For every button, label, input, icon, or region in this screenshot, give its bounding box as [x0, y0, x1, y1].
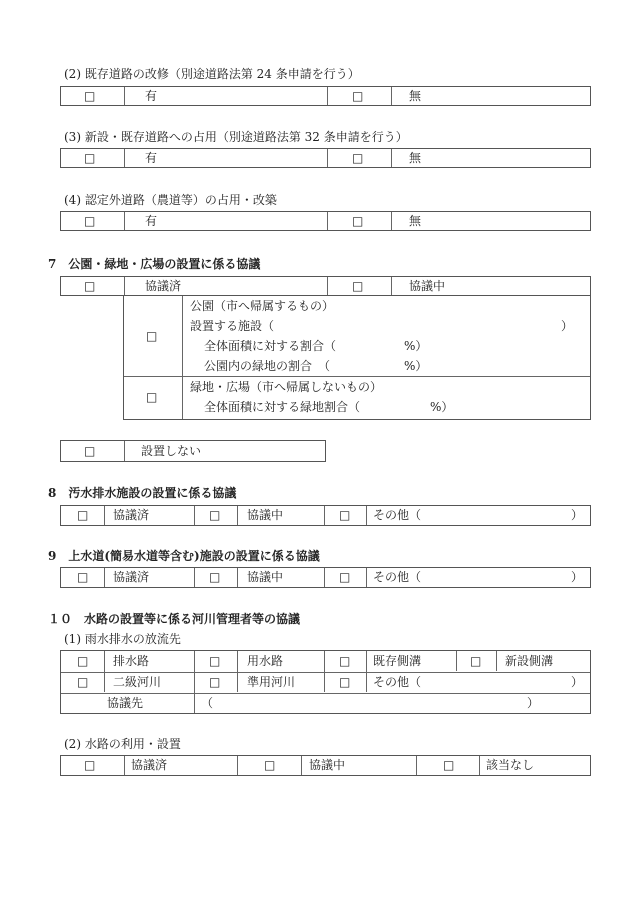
section-8-heading: 8 汚水排水施設の設置に係る協議 — [48, 486, 237, 500]
s9-other-close: ） — [571, 570, 584, 584]
partner-close: ） — [527, 696, 540, 710]
checkbox-waterway-1[interactable]: □ — [84, 758, 96, 772]
checkbox-waterway-3[interactable]: □ — [443, 758, 455, 772]
section-2-heading: (2) 既存道路の改修（別途道路法第 24 条申請を行う） — [64, 67, 360, 81]
checkbox-irrigation[interactable]: □ — [209, 654, 221, 668]
checkbox-s3-2[interactable]: □ — [352, 151, 364, 165]
outflow-existing-gutter: 既存側溝 — [373, 654, 422, 668]
checkbox-s4-2[interactable]: □ — [352, 214, 364, 228]
checkbox-drain[interactable]: □ — [77, 654, 89, 668]
checkbox-quasi-river[interactable]: □ — [209, 675, 221, 689]
checkbox-park[interactable]: □ — [146, 329, 158, 343]
s9-option-other: その他（ — [373, 570, 422, 584]
checkbox-s7-none[interactable]: □ — [84, 444, 96, 458]
park-ratio-unit: %） — [404, 339, 428, 353]
outflow-drain: 排水路 — [113, 654, 150, 668]
s2-option-yes: 有 — [145, 89, 158, 103]
s2-option-no: 無 — [409, 89, 422, 103]
s9-option-done: 協議済 — [113, 570, 150, 584]
s4-option-no: 無 — [409, 214, 422, 228]
s4-option-yes: 有 — [145, 214, 158, 228]
waterway-done: 協議済 — [131, 758, 168, 772]
checkbox-green[interactable]: □ — [146, 390, 158, 404]
s8-option-inprogress: 協議中 — [247, 508, 284, 522]
section-7-none-table — [60, 440, 326, 462]
checkbox-s9-3[interactable]: □ — [339, 570, 351, 584]
checkbox-waterway-2[interactable]: □ — [264, 758, 276, 772]
checkbox-s3-1[interactable]: □ — [84, 151, 96, 165]
checkbox-s2-1[interactable]: □ — [84, 89, 96, 103]
section-10-waterway-table — [60, 755, 591, 776]
section-8-table — [60, 505, 591, 526]
section-4-heading: (4) 認定外道路（農道等）の占用・改築 — [64, 193, 277, 207]
checkbox-s8-3[interactable]: □ — [339, 508, 351, 522]
section-7-detail-table — [123, 296, 591, 420]
section-3-table — [60, 148, 591, 168]
park-green-label: 公園内の緑地の割合 （ — [204, 359, 331, 373]
park-ratio-label: 全体面積に対する割合（ — [204, 339, 337, 353]
s3-option-no: 無 — [409, 151, 422, 165]
section-7-heading: 7 公園・緑地・広場の設置に係る協議 — [48, 257, 261, 271]
section-10-sub1: (1) 雨水排水の放流先 — [64, 632, 181, 646]
outflow-new-gutter: 新設側溝 — [505, 654, 554, 668]
s7-option-inprogress: 協議中 — [409, 279, 446, 293]
green-ratio-label: 全体面積に対する緑地割合（ — [204, 400, 361, 414]
waterway-na: 該当なし — [486, 758, 535, 772]
section-2-table — [60, 86, 591, 106]
park-title: 公園（市へ帰属するもの） — [190, 299, 335, 313]
s9-option-inprogress: 協議中 — [247, 570, 284, 584]
checkbox-s7-1[interactable]: □ — [84, 279, 96, 293]
section-10-sub2: (2) 水路の利用・設置 — [64, 737, 181, 751]
checkbox-new-gutter[interactable]: □ — [470, 654, 482, 668]
s8-other-close: ） — [571, 508, 584, 522]
checkbox-existing-gutter[interactable]: □ — [339, 654, 351, 668]
waterway-inprogress: 協議中 — [309, 758, 346, 772]
s8-option-other: その他（ — [373, 508, 422, 522]
outflow-other: その他（ — [373, 675, 422, 689]
section-9-table — [60, 567, 591, 588]
checkbox-s4-1[interactable]: □ — [84, 214, 96, 228]
s3-option-yes: 有 — [145, 151, 158, 165]
outflow-other-close: ） — [571, 675, 584, 689]
section-3-heading: (3) 新設・既存道路への占用（別途道路法第 32 条申請を行う） — [64, 130, 408, 144]
checkbox-s8-2[interactable]: □ — [209, 508, 221, 522]
checkbox-s7-2[interactable]: □ — [352, 279, 364, 293]
outflow-quasi-river: 準用河川 — [247, 675, 296, 689]
section-10-outflow-table — [60, 650, 591, 714]
checkbox-s2-2[interactable]: □ — [352, 89, 364, 103]
section-9-heading: 9 上水道(簡易水道等含む)施設の設置に係る協議 — [48, 549, 320, 563]
checkbox-s9-1[interactable]: □ — [77, 570, 89, 584]
checkbox-s8-1[interactable]: □ — [77, 508, 89, 522]
outflow-class2-river: 二級河川 — [113, 675, 162, 689]
checkbox-class2-river[interactable]: □ — [77, 675, 89, 689]
section-4-table — [60, 211, 591, 231]
s8-option-done: 協議済 — [113, 508, 150, 522]
s7-option-none: 設置しない — [141, 444, 202, 458]
section-7-table — [60, 276, 591, 296]
s7-option-done: 協議済 — [145, 279, 182, 293]
checkbox-outflow-other[interactable]: □ — [339, 675, 351, 689]
checkbox-s9-2[interactable]: □ — [209, 570, 221, 584]
green-title: 緑地・広場（市へ帰属しないもの） — [190, 380, 383, 394]
section-10-heading: １０ 水路の設置等に係る河川管理者等の協議 — [48, 612, 301, 626]
partner-label: 協議先 — [107, 696, 144, 710]
outflow-irrigation: 用水路 — [247, 654, 284, 668]
partner-open: （ — [201, 696, 214, 710]
park-green-unit: %） — [404, 359, 428, 373]
park-facility-label: 設置する施設（ — [190, 319, 275, 333]
park-facility-close: ） — [561, 319, 574, 333]
green-ratio-unit: %） — [430, 400, 454, 414]
